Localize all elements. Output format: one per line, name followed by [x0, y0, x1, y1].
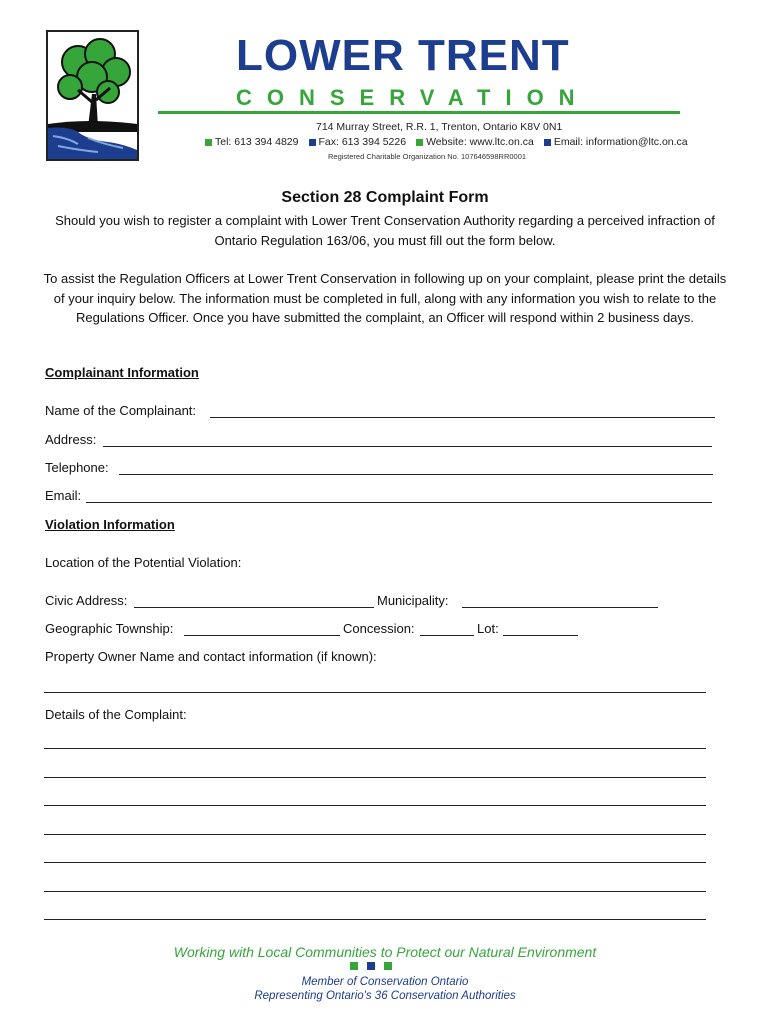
details-line[interactable]: [44, 834, 706, 835]
intro-paragraph: Should you wish to register a complaint with Lower Trent Conservation Authority regarding a perceived infraction of Ontario Regulation 163/06, you must fill out the form below.: [55, 213, 715, 248]
footer-member: Member of Conservation Ontario: [301, 976, 469, 988]
website-item: [416, 136, 534, 148]
bullet-square-icon: [416, 139, 423, 146]
details-line[interactable]: [44, 919, 706, 920]
email-field[interactable]: [86, 502, 712, 503]
owner-label: Property Owner Name and contact information (if known):: [45, 649, 377, 664]
civic-address-field[interactable]: [134, 607, 374, 608]
municipality-label: Municipality:: [377, 593, 449, 608]
fax-text: Fax: 613 394 5226: [318, 136, 407, 148]
org-name: LOWER TRENT: [236, 31, 570, 80]
tel-text: Tel: 613 394 4829: [215, 136, 299, 148]
fax-item: [309, 136, 407, 148]
concession-field[interactable]: [420, 635, 474, 636]
header-rule: [158, 111, 680, 114]
tree-river-logo-icon: [46, 30, 139, 161]
complainant-heading: Complainant Information: [45, 365, 199, 380]
tel-item: [205, 136, 299, 148]
bullet-square-icon: [309, 139, 316, 146]
location-label: Location of the Potential Violation:: [45, 555, 242, 570]
lot-label: Lot:: [477, 621, 499, 636]
municipality-field[interactable]: [462, 607, 658, 608]
website-text: Website: www.ltc.on.ca: [426, 136, 534, 148]
square-icon: [384, 962, 392, 970]
details-line[interactable]: [44, 891, 706, 892]
square-icon: [367, 962, 375, 970]
bullet-square-icon: [544, 139, 551, 146]
footer-squares: [350, 962, 392, 970]
details-line[interactable]: [44, 805, 706, 806]
bullet-square-icon: [205, 139, 212, 146]
address-label: Address:: [45, 432, 97, 447]
telephone-label: Telephone:: [45, 460, 109, 475]
email-item: [544, 136, 688, 148]
civic-address-label: Civic Address:: [45, 593, 128, 608]
address-field[interactable]: [103, 446, 712, 447]
violation-heading: Violation Information: [45, 517, 175, 532]
owner-field[interactable]: [44, 692, 706, 693]
charity-number: Registered Charitable Organization No. 107646598RR0001: [328, 152, 527, 161]
footer-representing: Representing Ontario's 36 Conservation Authorities: [254, 990, 516, 1002]
details-line[interactable]: [44, 862, 706, 863]
lot-field[interactable]: [503, 635, 578, 636]
footer-tagline: Working with Local Communities to Protect our Natural Environment: [173, 944, 597, 960]
township-field[interactable]: [184, 635, 340, 636]
concession-label: Concession:: [343, 621, 415, 636]
instructions-paragraph: To assist the Regulation Officers at Lower Trent Conservation in following up on your complaint, please print the details of your inquiry below. The information must be completed in full, along with any information you wish to relate to the Regulations Officer. Once you have submitted the complaint, an Officer will respond within 2 business days.: [43, 271, 727, 325]
square-icon: [350, 962, 358, 970]
name-label: Name of the Complainant:: [45, 403, 197, 418]
email-text: Email: information@ltc.on.ca: [553, 136, 688, 148]
details-line[interactable]: [44, 748, 706, 749]
telephone-field[interactable]: [119, 474, 713, 475]
township-label: Geographic Township:: [45, 621, 174, 636]
details-line[interactable]: [44, 777, 706, 778]
email-label: Email:: [45, 488, 82, 503]
details-label: Details of the Complaint:: [45, 707, 187, 722]
org-address: 714 Murray Street, R.R. 1, Trenton, Ontario K8V 0N1: [316, 121, 563, 133]
name-field[interactable]: [210, 417, 715, 418]
org-subtitle: CONSERVATION: [236, 85, 590, 110]
form-title: Section 28 Complaint Form: [281, 189, 489, 206]
contact-row: [205, 136, 688, 148]
